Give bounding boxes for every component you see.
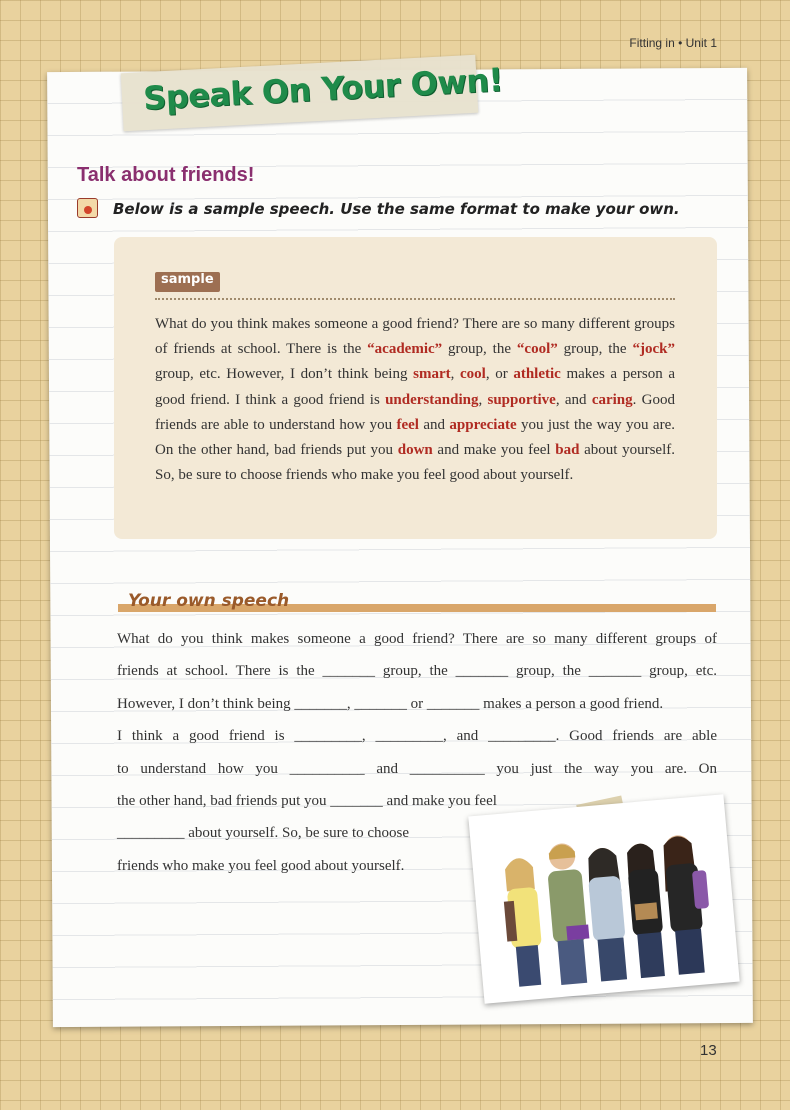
running-head: Fitting in • Unit 1 <box>629 36 717 50</box>
speech-line: the other hand, bad friends put you _______ and make you feel <box>117 793 497 810</box>
highlighted-word: down <box>397 442 433 459</box>
speech-icon <box>77 198 98 218</box>
sample-text-run: makes a person a good friend. I think a good friend is <box>155 366 675 408</box>
sample-text-run: group, etc. However, I don’t think being <box>155 366 414 383</box>
section-heading: Talk about friends! <box>77 164 255 186</box>
sample-text-run: , <box>450 366 460 383</box>
sample-text-run: , and <box>555 391 592 408</box>
page-title: Speak On Your Own! <box>142 60 504 118</box>
highlighted-word: “academic” <box>367 341 443 358</box>
highlighted-word: smart <box>413 366 451 383</box>
own-speech-heading: Your own speech <box>128 591 290 611</box>
sample-paragraph <box>155 312 675 488</box>
sample-text-run: and <box>418 416 450 433</box>
highlighted-word: athletic <box>513 366 561 383</box>
speech-line: What do you think makes someone a good friend? There are so many different groups of <box>117 631 717 647</box>
highlighted-word: “cool” <box>516 341 558 358</box>
speech-line: _________ about yourself. So, be sure to choose <box>117 825 410 842</box>
dotted-divider <box>155 298 675 300</box>
sample-text-run: group, the <box>557 341 633 358</box>
highlighted-word: feel <box>396 416 419 433</box>
sample-text-run: about yourself. So, be sure to choose friends who make you feel good about yourself. <box>155 442 675 484</box>
group-of-teens-image <box>477 803 731 995</box>
highlighted-word: caring <box>591 391 633 408</box>
speech-line: friends who make you feel good about yourself. <box>117 857 405 874</box>
highlighted-word: appreciate <box>449 416 517 433</box>
highlighted-word: cool <box>460 366 486 383</box>
friends-photo <box>468 794 739 1004</box>
highlighted-word: supportive <box>487 391 556 408</box>
speech-line: I think a good friend is _________, _________, and _________. Good friends are able <box>117 728 717 745</box>
instruction-text: Below is a sample speech. Use the same format to make your own. <box>113 200 680 218</box>
sample-text-run: and make you feel <box>432 442 556 459</box>
speech-line: However, I don’t think being _______, _______ or _______ makes a person a good friend. <box>117 695 664 712</box>
sample-text-run: you just the way you are. On the other hand, bad friends put you <box>155 416 675 459</box>
highlighted-word: understanding <box>385 391 479 408</box>
sample-badge: sample <box>155 272 220 292</box>
page-number: 13 <box>700 1042 717 1059</box>
highlighted-word: bad <box>555 442 580 459</box>
sample-text-run: , <box>478 391 488 408</box>
sample-text-run: group, the <box>442 341 517 358</box>
sample-text-run: , or <box>485 366 514 383</box>
speech-line: to understand how you __________ and __________ you just the way you are. On <box>117 760 717 777</box>
sample-text-run: . Good friends are able to understand how you <box>155 391 675 433</box>
speech-line: friends at school. There is the _______ group, the _______ group, the _______ group, etc. <box>117 663 717 680</box>
highlighted-word: “jock” <box>632 341 675 358</box>
sample-text-run: What do you think makes someone a good friend? There are so many different groups of friends at school. There is the <box>155 316 675 358</box>
